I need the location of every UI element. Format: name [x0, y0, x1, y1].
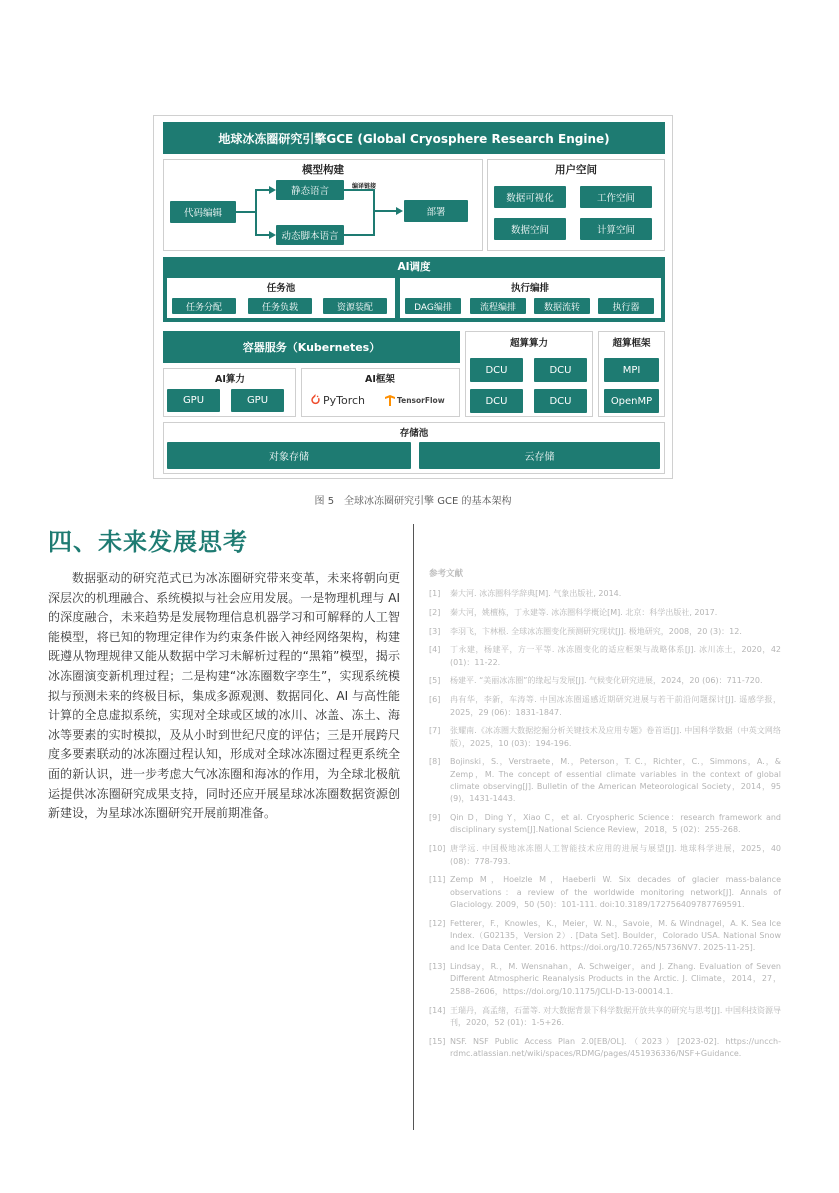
connector — [373, 210, 397, 212]
user-space-item: 工作空间 — [580, 186, 652, 208]
reference-text: Fetterer，F.，Knowles，K.，Meier，W. N.，Savoie，M. & Windnagel，A. K. Sea Ice Index.（G02135，Version 2）. [Data Set]. Boulder，Colorado USA. National Snow and Ice Data Center. 2016. https://doi.org/10.7265/N5736NV7. 2025-11-25]. — [450, 918, 781, 953]
reference-number: [2] — [429, 607, 441, 617]
reference-number: [13] — [429, 962, 446, 972]
pytorch-flame-icon — [310, 394, 321, 407]
figure-caption: 图 5 全球冰冻圈研究引擎 GCE 的基本架构 — [314, 496, 512, 507]
reference-text: Qin D，Ding Y，Xiao C，et al. Cryospheric Science：research framework and disciplinary system[J].National Science Review，2018，5 (02)：255-268. — [450, 813, 781, 835]
super-compute-title: 超算算力 — [509, 337, 548, 349]
reference-number: [9] — [429, 813, 441, 823]
user-space-item: 数据可视化 — [494, 186, 566, 208]
reference-number: [10] — [429, 844, 446, 854]
reference-item — [429, 607, 781, 619]
container-service-bar: 容器服务（Kubernetes） — [163, 331, 460, 363]
dcu-box: DCU — [534, 358, 587, 382]
arrow-icon — [269, 186, 276, 194]
arrow-icon — [396, 207, 403, 215]
reference-item — [429, 812, 781, 837]
connector — [255, 189, 257, 235]
dcu-box: DCU — [470, 358, 523, 382]
reference-number: [8] — [429, 757, 441, 767]
reference-text: NSF. NSF Public Access Plan 2.0[EB/OL].（2023）[2023-02]. https://uncch-rdmc.atlassian.net/wiki/spaces/RDMG/pages/451936336/NSF+Guidance. — [450, 1036, 781, 1058]
references-list — [429, 588, 781, 1067]
pytorch-logo — [310, 392, 372, 408]
reference-item — [429, 725, 781, 750]
figure-title: 地球冰冻圈研究引擎GCE (Global Cryosphere Research Engine) — [163, 122, 665, 154]
reference-item — [429, 1036, 781, 1061]
task-pool-item: 任务负载 — [248, 298, 312, 314]
dynamic-lang-box: 动态脚本语言 — [276, 225, 344, 245]
connector — [373, 189, 375, 236]
task-pool-title: 任务池 — [266, 283, 296, 294]
reference-text: 唐学远. 中国极地冰冻圈人工智能技术应用的进展与展望[J]. 地球科学进展，2025，40 (08)：778-793. — [450, 844, 781, 866]
connector — [344, 234, 374, 236]
reference-text: Zemp M，Hoelzle M，Haeberli W. Six decades of glacier mass-balance observations：a review of the worldwide monitoring network[J]. Annals of Glaciology. 2009，50 (50)：101-111. doi:10.3189/172756409787769591. — [450, 875, 781, 909]
ai-framework-title: AI框架 — [365, 373, 395, 385]
reference-text: 丁永建，杨建平，方一平等. 冰冻圈变化的适应框架与战略体系[J]. 冰川冻土，2020，42 (01)：11-22. — [450, 645, 781, 667]
reference-item — [429, 874, 781, 911]
connector — [255, 234, 270, 236]
reference-number: [6] — [429, 695, 441, 705]
reference-text: 杨建平. “美丽冰冻圈”的缘起与发展[J]. 气候变化研究进展，2024，20 (06)：711-720. — [450, 676, 763, 686]
reference-number: [12] — [429, 918, 446, 928]
super-framework-title: 超算框架 — [612, 337, 651, 349]
exec-orch-item: DAG编排 — [405, 298, 461, 314]
user-space-item: 计算空间 — [580, 218, 652, 240]
task-pool-item: 资源装配 — [323, 298, 387, 314]
dcu-box: DCU — [470, 389, 523, 413]
model-build-title: 模型构建 — [302, 163, 344, 176]
reference-text: Bojinski，S.，Verstraete，M.，Peterson，T. C.，Richter，C.，Simmons，A.，& Zemp，M. The concept of essential climate variables in the context of global climate observing[J]. Bulletin of the American Meteorological Society，2014，95 (9)，1431-1443. — [450, 757, 781, 804]
reference-item — [429, 961, 781, 998]
connector — [255, 189, 270, 191]
tensorflow-logo — [385, 392, 457, 408]
code-edit-box: 代码编辑 — [170, 201, 236, 223]
body-paragraph: 数据驱动的研究范式已为冰冻圈研究带来变革，未来将朝向更深层次的机理融合、系统模拟与社会应用发展。一是物理机理与 AI 的深度融合，未来趋势是发展物理信息机器学习和可解释的人工智能模型，将已知的物理定律作为约束条件嵌入神经网络架构，构建既遵从物理规律又能从数据中学习未解析过程的“黑箱”模型，揭示冰冻圈演变新机理过程；二是构建“冰冻圈数字孪生”，实现系统模拟与预测未来的终极目标，集成多源观测、数据同化、AI 与高性能计算的全息虚拟系统，实现对全球或区域的冰川、冰盖、冻土、海冰等要素的实时模拟，及从小时到世纪尺度的评估；三是开展跨尺度多要素联动的冰冻圈过程认知，形成对全球冰冻圈过程更系统全面的新认识，进一步考虑大气冰冻圈和海冰的作用，为全球北极航运提供冰冻圈研究成果支持，同时还应开展星球冰冻圈数据资源创新建设，为星球冰冻圈研究开展前期准备。 — [48, 571, 400, 821]
reference-text: 李羽飞，卞林根. 全球冰冻圈变化预测研究现状[J]. 极地研究，2008，20 (3)：12. — [450, 626, 742, 636]
cloud-storage-box: 云存储 — [419, 442, 660, 469]
reference-number: [15] — [429, 1036, 446, 1046]
openmp-box: OpenMP — [604, 389, 659, 413]
storage-pool-title: 存储池 — [399, 427, 429, 439]
reference-number: [1] — [429, 589, 441, 598]
references-title: 参考文献 — [429, 569, 464, 579]
exec-orch-item: 流程编排 — [470, 298, 526, 314]
reference-text: 冉有华，李新，车涛等. 中国冰冻圈遥感近期研究进展与若干前沿问题探讨[J]. 遥感学报，2025，29 (06)：1831-1847. — [450, 695, 781, 717]
arrow-icon — [269, 231, 276, 239]
section-title: 四、未来发展思考 — [48, 528, 248, 556]
connector — [344, 189, 374, 191]
exec-orch-item: 数据流转 — [534, 298, 590, 314]
exec-orch-title: 执行编排 — [510, 283, 549, 294]
reference-number: [5] — [429, 676, 441, 686]
reference-number: [4] — [429, 645, 441, 655]
reference-item — [429, 756, 781, 805]
gpu-box: GPU — [231, 389, 284, 412]
object-storage-box: 对象存储 — [167, 442, 411, 469]
dcu-box: DCU — [534, 389, 587, 413]
ai-schedule-title: AI调度 — [397, 260, 431, 273]
user-space-item: 数据空间 — [494, 218, 566, 240]
reference-text: Lindsay，R.，M. Wensnahan，A. Schweiger，and J. Zhang. Evaluation of Seven Different Atmospheric Reanalysis Products in the Arctic. J. Climate，2014，27，2588–2606，https://doi.org/10.1175/JCLI-D-13-00014.1. — [450, 962, 781, 996]
gpu-box: GPU — [167, 389, 220, 412]
reference-text: 张耀南.《冰冻圈大数据挖掘分析关键技术及应用专题》卷首语[J]. 中国科学数据（中英文网络版），2025，10 (03)：194-196. — [450, 726, 781, 748]
reference-number: [3] — [429, 626, 441, 636]
static-lang-box: 静态语言 — [276, 180, 344, 200]
reference-number: [7] — [429, 726, 441, 736]
mpi-box: MPI — [604, 358, 659, 382]
user-space-title: 用户空间 — [555, 163, 597, 176]
reference-text: 秦大河. 冰冻圈科学辞典[M]. 气象出版社, 2014. — [450, 589, 622, 598]
pytorch-label: PyTorch — [323, 393, 366, 407]
reference-text: 秦大河，姚檀栋，丁永建等. 冰冻圈科学概论[M]. 北京：科学出版社, 2017. — [450, 607, 718, 617]
tensorflow-icon — [385, 395, 395, 406]
reference-item — [429, 588, 781, 600]
deploy-box: 部署 — [404, 200, 468, 222]
reference-item — [429, 918, 781, 955]
exec-orch-item: 执行器 — [598, 298, 654, 314]
reference-item — [429, 694, 781, 719]
reference-item — [429, 644, 781, 669]
reference-item — [429, 843, 781, 868]
reference-item — [429, 675, 781, 687]
reference-item — [429, 1005, 781, 1030]
reference-number: [11] — [429, 875, 446, 885]
connector — [236, 211, 256, 213]
task-pool-item: 任务分配 — [172, 298, 236, 314]
compile-link-label: 编译链接 — [351, 182, 376, 190]
ai-compute-title: AI算力 — [215, 373, 245, 385]
tensorflow-label: TensorFlow — [397, 395, 445, 405]
column-divider — [413, 524, 414, 1130]
reference-item — [429, 626, 781, 638]
reference-text: 王瑞丹，高孟绪，石蕾等. 对大数据背景下科学数据开放共享的研究与思考[J]. 中国科技资源导刊，2020，52 (01)：1-5+26. — [450, 1005, 781, 1027]
reference-number: [14] — [429, 1005, 446, 1015]
